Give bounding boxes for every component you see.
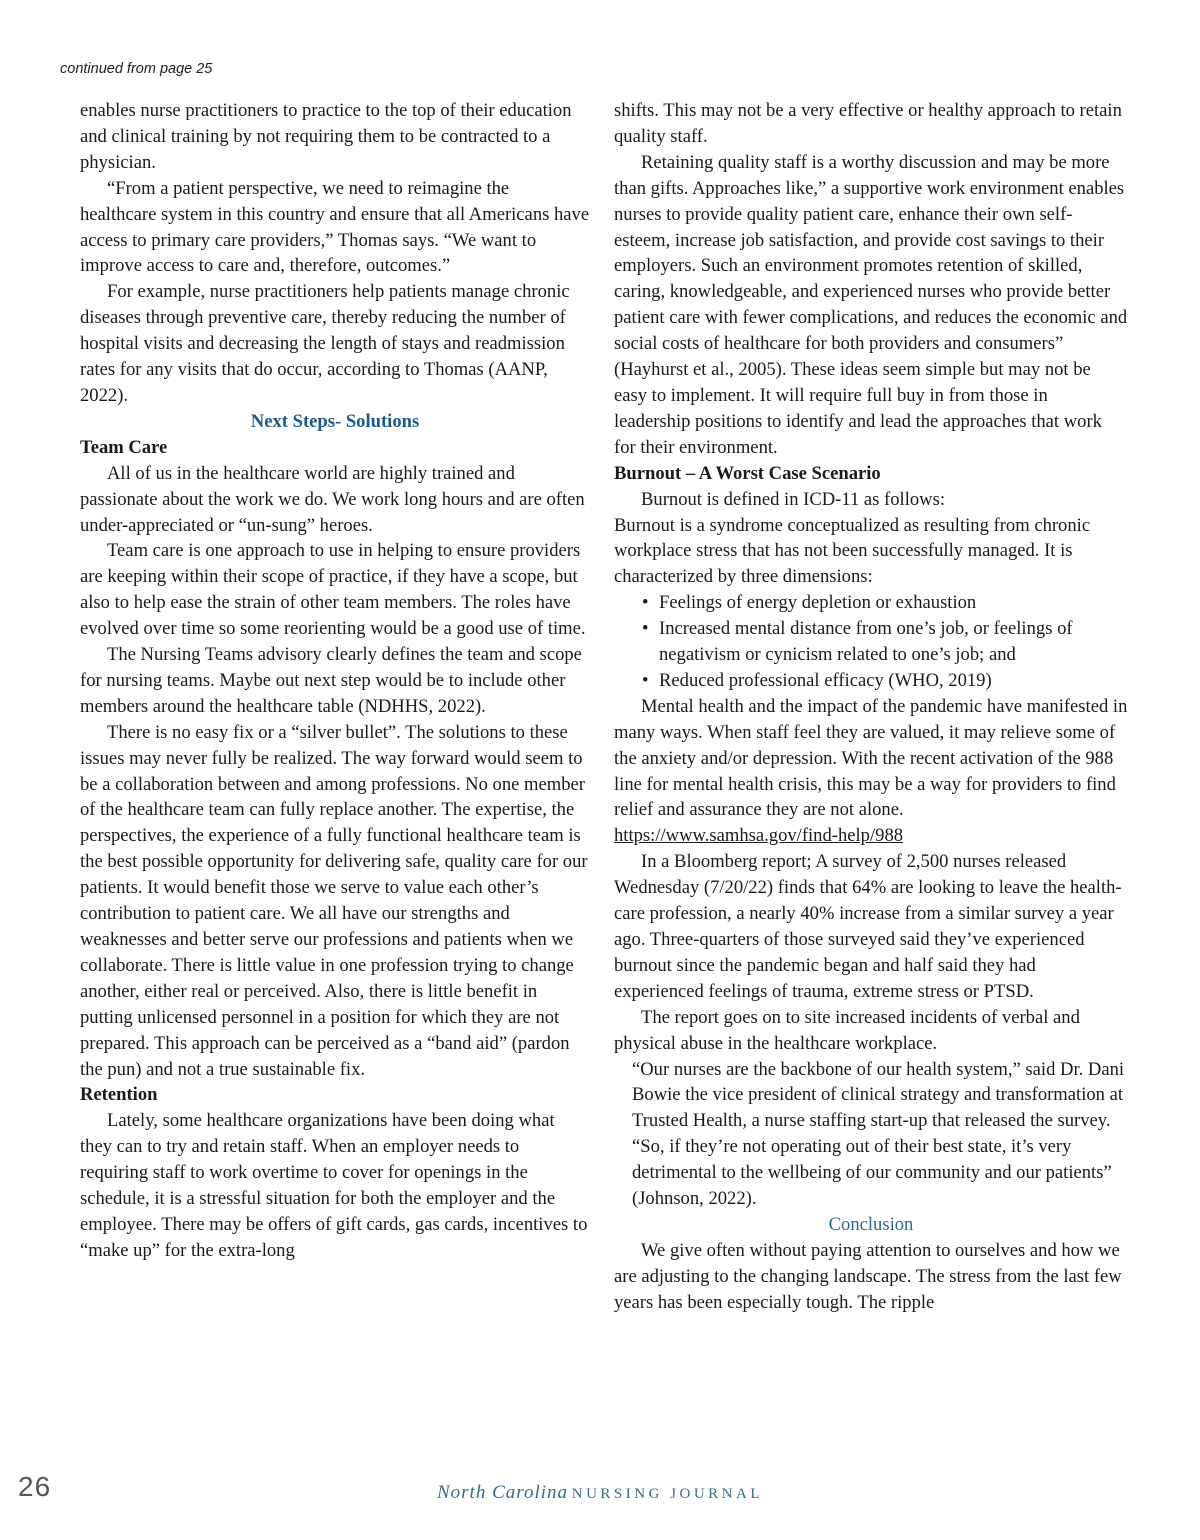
list-item: • Increased mental distance from one’s job, or feelings of negativism or cynicism related to one’s job; and	[642, 616, 1128, 668]
paragraph: Retaining quality staff is a worthy discussion and may be more than gifts. Approaches like,” a supportive work environment enables nurses to provide quality patient care, enhance their own self-esteem, increase job satisfaction, and provide cost savings to their employers. Such an environment promotes retention of skilled, caring, knowledgeable, and experienced nurses who provide better patient care with fewer complications, and reduces the economic and social costs of healthcare for both providers and consumers” (Hayhurst et al., 2005). These ideas seem simple but may not be easy to implement. It will require full buy in from those in leadership positions to identify and lead the approaches that work for their environment.	[614, 151, 1128, 458]
block-quote: “Our nurses are the backbone of our health system,” said Dr. Dani Bowie the vice president of clinical strategy and transformation at Trusted Health, a nurse staffing start-up that released the survey. “So, if they’re not operating out of their best state, it’s very detrimental to the wellbeing of our community and our patients” (Johnson, 2022).	[632, 1058, 1125, 1210]
journal-name-italic: North Carolina	[436, 1482, 568, 1503]
paragraph: The report goes on to site increased incidents of verbal and physical abuse in the healthcare workplace.	[614, 1006, 1080, 1054]
paragraph: For example, nurse practitioners help patients manage chronic diseases through preventive care, thereby reducing the number of hospital visits and decreasing the length of stays and readmission rates for any visits that do occur, according to Thomas (AANP, 2022).	[80, 281, 570, 406]
samhsa-link[interactable]: https://www.samhsa.gov/find-help/988	[614, 825, 904, 847]
paragraph: Team care is one approach to use in helping to ensure providers are keeping within their scope of practice, if they have a scope, but also to help ease the strain of other team members. The roles have evolved over time so some reorienting would be a good use of time.	[80, 540, 586, 640]
list-item: • Reduced professional efficacy (WHO, 2019)	[642, 668, 1128, 694]
paragraph	[614, 694, 1128, 849]
continued-from-note: continued from page 25	[60, 61, 213, 77]
paragraph: shifts. This may not be a very effective or healthy approach to retain quality staff.	[614, 100, 1122, 147]
burnout-definition: Burnout is a syndrome conceptualized as resulting from chronic workplace stress that has not been successfully managed. It is characterized by three dimensions:	[614, 514, 1091, 588]
page-number: 26	[18, 1471, 52, 1502]
paragraph: We give often without paying attention to ourselves and how we are adjusting to the changing landscape. The stress from the last few years has been especially tough. The ripple	[614, 1239, 1122, 1313]
paragraph: “From a patient perspective, we need to reimagine the healthcare system in this country and ensure that all Americans have access to primary care providers,” Thomas says. “We want to improve access to care and, therefore, outcomes.”	[80, 177, 590, 277]
journal-name-caps: NURSING JOURNAL	[571, 1486, 764, 1502]
right-column	[614, 98, 1128, 1316]
paragraph: enables nurse practitioners to practice to the top of their education and clinical training by not requiring them to be contracted to a physician.	[80, 100, 572, 173]
subheading-team-care: Team Care	[80, 436, 168, 458]
burnout-dimensions-list	[614, 590, 1128, 694]
section-heading-next-steps: Next Steps- Solutions	[250, 410, 420, 432]
paragraph: In a Bloomberg report; A survey of 2,500 nurses released Wednesday (7/20/22) finds that 64% are looking to leave the health-care profession, a nearly 40% increase from a similar survey a year ago. Three-quarters of those surveyed said they’ve experienced burnout since the pandemic began and half said they had experienced feelings of trauma, extreme stress or PTSD.	[614, 851, 1122, 1002]
paragraph: There is no easy fix or a “silver bullet”. The solutions to these issues may never fully be realized. The way forward would seem to be a collaboration between and among professions. No one member of the healthcare team can fully replace another. The expertise, the perspectives, the experience of a fully functional healthcare team is the best possible opportunity for delivering safe, quality care for our patients. It would benefit those we serve to value each other’s contribution to patient care. We all have our strengths and weaknesses and better serve our professions and patients when we collaborate. There is little value in one profession trying to change another, either real or perceived. Also, there is little benefit in putting unlicensed personnel in a position for which they are not prepared. This approach can be perceived as a “band aid” (pardon the pun) and not a true sustainable fix.	[80, 721, 588, 1080]
paragraph: Burnout is defined in ICD-11 as follows:	[641, 488, 946, 510]
left-column	[80, 98, 590, 1264]
section-heading-conclusion: Conclusion	[828, 1213, 914, 1235]
journal-footer	[0, 1482, 1200, 1504]
subheading-retention: Retention	[80, 1084, 158, 1106]
list-item: • Feelings of energy depletion or exhaustion	[642, 590, 1128, 616]
paragraph: All of us in the healthcare world are highly trained and passionate about the work we do. We work long hours and are often under-appreciated or “un-sung” heroes.	[80, 462, 585, 536]
paragraph-text: Mental health and the impact of the pandemic have manifested in many ways. When staff feel they are valued, it may relieve some of the anxiety and/or depression. With the recent activation of the 988 line for mental health crisis, this may be a way for providers to find relief and assurance they are not alone.	[614, 695, 1128, 821]
paragraph: The Nursing Teams advisory clearly defines the team and scope for nursing teams. Maybe out next step would be to include other members around the healthcare table (NDHHS, 2022).	[80, 644, 582, 717]
paragraph: Lately, some healthcare organizations have been doing what they can to try and retain staff. When an employer needs to requiring staff to work overtime to cover for openings in the schedule, it is a stressful situation for both the employer and the employee. There may be offers of gift cards, gas cards, incentives to “make up” for the extra-long	[80, 1110, 588, 1261]
subheading-burnout: Burnout – A Worst Case Scenario	[614, 462, 881, 484]
